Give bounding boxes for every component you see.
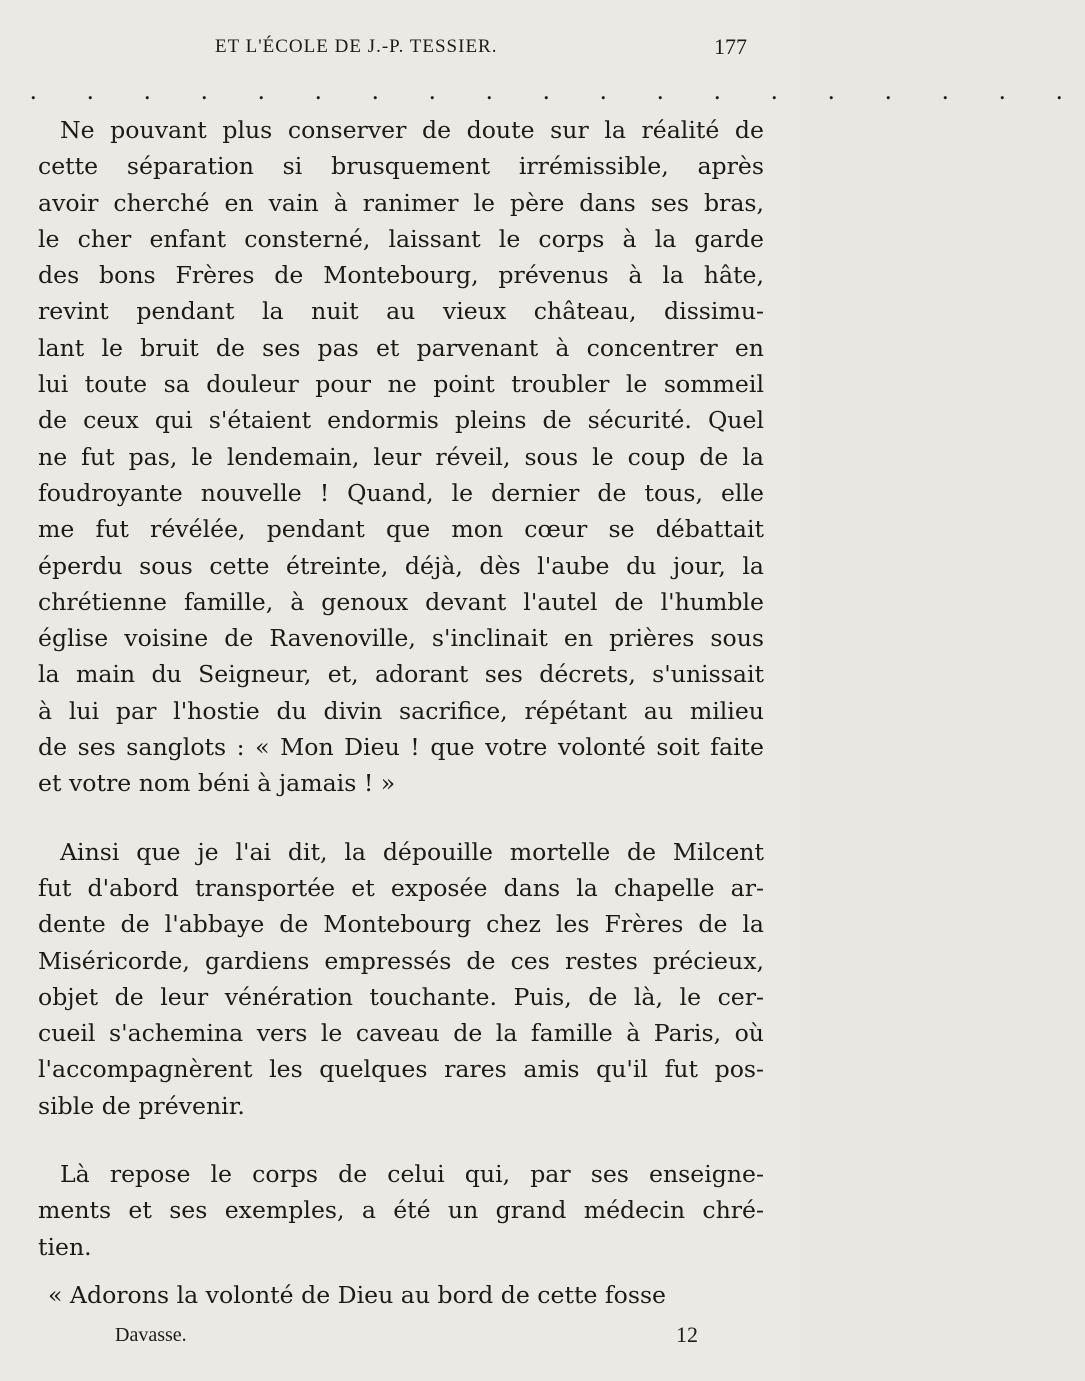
paragraph-1	[38, 112, 764, 802]
text-line: de ses sanglots : « Mon Dieu ! que votre volonté soit faite	[38, 733, 764, 762]
signature-mark: Davasse.	[115, 1324, 187, 1346]
page-footer	[0, 1324, 800, 1354]
paragraph-2	[38, 834, 764, 1124]
page-header	[0, 34, 800, 64]
running-title: ET L'ÉCOLE DE J.-P. TESSIER.	[215, 36, 498, 57]
ellipsis-separator: . . . . . . . . . . . . . . . . . . .	[30, 76, 1085, 105]
text-line: avoir cherché en vain à ranimer le père dans ses bras,	[38, 188, 764, 217]
text-line: tien.	[38, 1232, 92, 1261]
sheet-number: 12	[676, 1322, 698, 1347]
page-number: 177	[714, 34, 747, 59]
text-line: des bons Frères de Montebourg, prévenus à la hâte,	[38, 261, 764, 290]
text-line: cueil s'achemina vers le caveau de la famille à Paris, où	[38, 1019, 764, 1048]
paragraph-3	[38, 1156, 764, 1265]
text-line: chrétienne famille, à genoux devant l'autel de l'humble	[38, 587, 764, 616]
text-line: Ainsi que je l'ai dit, la dépouille mortelle de Milcent	[60, 837, 764, 866]
paragraph-4	[38, 1277, 764, 1313]
text-line: me fut révélée, pendant que mon cœur se débattait	[38, 515, 764, 544]
text-line: le cher enfant consterné, laissant le corps à la garde	[38, 224, 764, 253]
text-line: objet de leur vénération touchante. Puis, de là, le cer-	[38, 982, 764, 1011]
text-line: Ne pouvant plus conserver de doute sur la réalité de	[60, 116, 764, 144]
text-line: lui toute sa douleur pour ne point troubler le sommeil	[38, 370, 764, 399]
text-line: cette séparation si brusquement irrémissible, après	[38, 152, 764, 181]
text-line: ne fut pas, le lendemain, leur réveil, sous le coup de la	[38, 442, 764, 471]
text-line: « Adorons la volonté de Dieu au bord de cette fosse	[48, 1280, 667, 1309]
text-line: et votre nom béni à jamais ! »	[38, 769, 396, 798]
text-line: église voisine de Ravenoville, s'inclinait en prières sous	[38, 624, 764, 653]
text-line: la main du Seigneur, et, adorant ses décrets, s'unissait	[38, 660, 764, 689]
text-line: foudroyante nouvelle ! Quand, le dernier de tous, elle	[38, 478, 764, 507]
text-line: sible de prévenir.	[38, 1091, 245, 1120]
text-line: l'accompagnèrent les quelques rares amis qu'il fut pos-	[38, 1055, 764, 1084]
body-text	[38, 112, 764, 1313]
text-line: Là repose le corps de celui qui, par ses enseigne-	[60, 1160, 764, 1189]
text-line: de ceux qui s'étaient endormis pleins de sécurité. Quel	[38, 406, 764, 435]
text-line: éperdu sous cette étreinte, déjà, dès l'aube du jour, la	[38, 551, 764, 580]
text-line: à lui par l'hostie du divin sacrifice, répétant au milieu	[38, 696, 764, 725]
text-line: dente de l'abbaye de Montebourg chez les Frères de la	[38, 910, 764, 939]
text-line: revint pendant la nuit au vieux château, dissimu-	[38, 297, 764, 326]
text-line: lant le bruit de ses pas et parvenant à concentrer en	[38, 333, 764, 362]
text-line: Miséricorde, gardiens empressés de ces restes précieux,	[38, 946, 764, 975]
text-line: fut d'abord transportée et exposée dans la chapelle ar-	[38, 873, 764, 902]
text-line: ments et ses exemples, a été un grand médecin chré-	[38, 1196, 764, 1225]
